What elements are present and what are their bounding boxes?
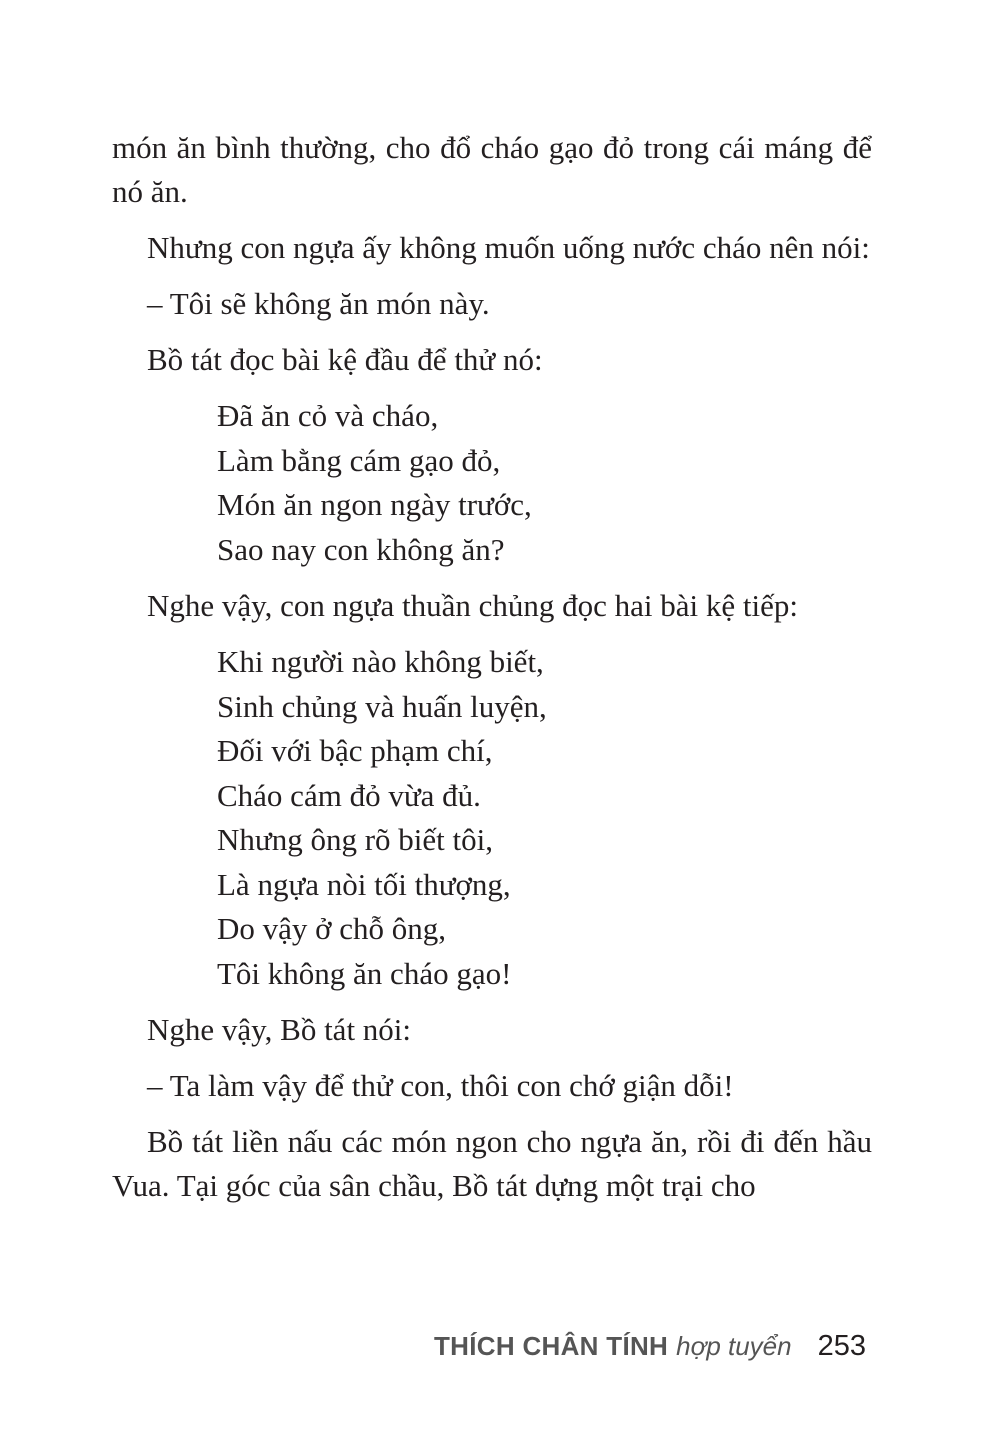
verse-line: Tôi không ăn cháo gạo!	[217, 955, 512, 991]
verse-line: Nhưng ông rõ biết tôi,	[217, 822, 493, 857]
verse-line: Do vậy ở chỗ ông,	[217, 911, 447, 946]
page-footer	[0, 1330, 866, 1363]
paragraph: Bồ tát đọc bài kệ đầu để thử nó:	[147, 342, 543, 377]
footer-author: THÍCH CHÂN TÍNH	[433, 1331, 669, 1361]
verse-line: Đã ăn cỏ và cháo,	[217, 398, 439, 433]
paragraph: Nhưng con ngựa ấy không muốn uống nước cháo nên nói:	[147, 230, 870, 265]
verse-line: Đối với bậc phạm chí,	[217, 733, 493, 768]
footer-subtitle: hợp tuyển	[676, 1331, 792, 1361]
verse-line: Sao nay con không ăn?	[217, 531, 505, 567]
paragraph: Nghe vậy, con ngựa thuần chủng đọc hai bài kệ tiếp:	[147, 588, 798, 623]
verse-block-2	[217, 640, 872, 996]
verse-line: Khi người nào không biết,	[217, 644, 544, 679]
page-body	[112, 126, 872, 1220]
page-number: 253	[817, 1330, 866, 1362]
dialogue-line: – Tôi sẽ không ăn món này.	[147, 286, 490, 321]
verse-line: Cháo cám đỏ vừa đủ.	[217, 777, 481, 813]
verse-line: Là ngựa nòi tối thượng,	[217, 866, 511, 902]
verse-block-1	[217, 394, 872, 572]
verse-line: Món ăn ngon ngày trước,	[217, 487, 532, 522]
dialogue-line: – Ta làm vậy để thử con, thôi con chớ giận dỗi!	[147, 1068, 734, 1103]
paragraph: Bồ tát liền nấu các món ngon cho ngựa ăn, rồi đi đến hầu Vua. Tại góc của sân chầu, Bồ tát dựng một trại cho	[112, 1124, 872, 1203]
paragraph: món ăn bình thường, cho đổ cháo gạo đỏ trong cái máng để nó ăn.	[112, 130, 872, 209]
paragraph: Nghe vậy, Bồ tát nói:	[147, 1012, 412, 1047]
verse-line: Sinh chủng và huấn luyện,	[217, 688, 547, 724]
verse-line: Làm bằng cám gạo đỏ,	[217, 442, 501, 478]
